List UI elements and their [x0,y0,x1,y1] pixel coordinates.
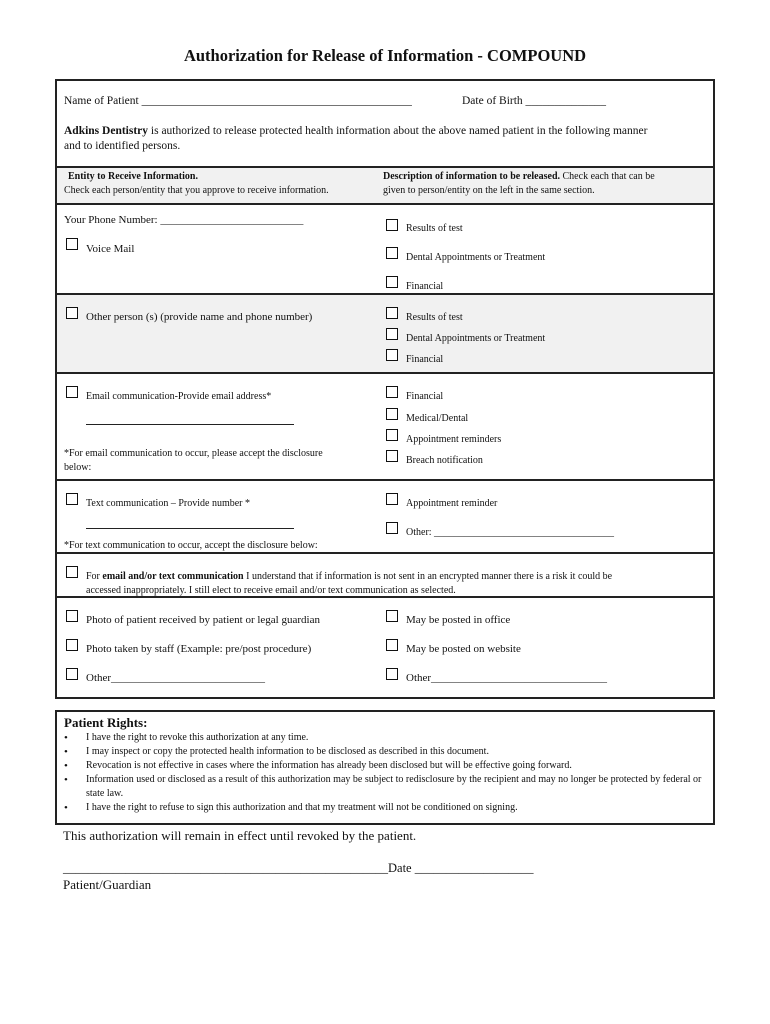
phone-number-field[interactable]: Your Phone Number: __________________________ [64,214,304,226]
email-medical-label: Medical/Dental [406,413,469,424]
email-reminders-label: Appointment reminders [406,434,502,445]
voice-mail-checkbox[interactable] [66,238,78,250]
photo-other-checkbox[interactable] [66,668,78,680]
posted-website-checkbox[interactable] [386,639,398,651]
rights-item: • I have the right to refuse to sign this authorization and that my treatment will not be conditioned on signing. [64,801,704,815]
signature-date-line[interactable]: ____________________________________________________Date ___________________ [63,861,534,875]
rights-item: • Revocation is not effective in cases where the information has already been disclosed but will be effective going forward. [64,759,704,773]
posted-other-checkbox[interactable] [386,668,398,680]
email-note-line1: *For email communication to occur, please accept the disclosure [64,448,323,459]
photo-staff-label: Photo taken by staff (Example: pre/post procedure) [86,643,312,655]
divider [55,166,715,168]
divider [55,203,715,205]
email-breach-checkbox[interactable] [386,450,398,462]
disclosure-line2: accessed inappropriately. I still elect to receive email and/or text communication as selected. [86,585,456,596]
entity-header-sub: Check each person/entity that you approve to receive information. [64,185,329,196]
photo-patient-label: Photo of patient received by patient or legal guardian [86,614,320,626]
text-note: *For text communication to occur, accept the disclosure below: [64,540,318,551]
other-results-checkbox[interactable] [386,307,398,319]
signer-label: Patient/Guardian [63,877,152,892]
phone-results-label: Results of test [406,223,463,234]
patient-name-field[interactable]: Name of Patient _______________________________________________ [64,95,412,107]
email-label: Email communication-Provide email address* [86,391,272,402]
description-header-line2: given to person/entity on the left in the same section. [383,185,595,196]
other-section-shade [57,295,713,372]
page-title: Authorization for Release of Information - COMPOUND [183,46,587,65]
posted-office-checkbox[interactable] [386,610,398,622]
email-note-line2: below: [64,462,92,473]
other-results-label: Results of test [406,312,463,323]
phone-financial-checkbox[interactable] [386,276,398,288]
disclosure-prefix: For [86,571,103,582]
divider [55,479,715,481]
other-person-label: Other person (s) (provide name and phone number) [86,311,313,323]
email-breach-label: Breach notification [406,455,483,466]
posted-office-label: May be posted in office [406,614,511,626]
disclosure-text [86,570,612,583]
divider [55,293,715,295]
voice-mail-label: Voice Mail [86,243,135,255]
other-financial-label: Financial [406,354,444,365]
divider [55,372,715,374]
text-other-checkbox[interactable] [386,522,398,534]
divider [55,552,715,554]
authorization-text: is authorized to release protected health information about the above named patient in the following manner [148,125,648,137]
posted-other-field[interactable]: Other________________________________ [406,672,608,684]
phone-results-checkbox[interactable] [386,219,398,231]
other-financial-checkbox[interactable] [386,349,398,361]
email-medical-checkbox[interactable] [386,408,398,420]
photo-staff-checkbox[interactable] [66,639,78,651]
rights-item: • Information used or disclosed as a result of this authorization may be subject to redisclosure by the recipient and may no longer be protected by federal or state law. [64,773,704,801]
text-label: Text communication – Provide number * [86,498,250,509]
posted-website-label: May be posted on website [406,643,521,655]
description-header-rest: Check each that can be [560,171,655,182]
date-of-birth-field[interactable]: Date of Birth ______________ [462,95,607,107]
phone-financial-label: Financial [406,281,444,292]
email-reminders-checkbox[interactable] [386,429,398,441]
email-checkbox[interactable] [66,386,78,398]
email-address-line[interactable] [86,424,294,425]
text-number-line[interactable] [86,528,294,529]
patient-rights-list [64,731,704,815]
email-financial-label: Financial [406,391,444,402]
disclosure-checkbox[interactable] [66,566,78,578]
photo-patient-checkbox[interactable] [66,610,78,622]
photo-other-field[interactable]: Other____________________________ [86,672,266,684]
disclosure-rest: I understand that if information is not sent in an encrypted manner there is a risk it could be [243,571,613,582]
text-reminder-checkbox[interactable] [386,493,398,505]
rights-item: • I have the right to revoke this authorization at any time. [64,731,704,745]
authorization-statement [64,125,647,138]
text-reminder-label: Appointment reminder [406,498,498,509]
description-header-title: Description of information to be released. [383,171,561,182]
entity-header-title: Entity to Receive Information. [68,171,198,182]
other-dental-checkbox[interactable] [386,328,398,340]
disclosure-bold: email and/or text communication [102,571,244,582]
effect-statement: This authorization will remain in effect until revoked by the patient. [63,828,417,843]
authorization-text-line2: and to identified persons. [64,140,181,152]
phone-dental-label: Dental Appointments or Treatment [406,252,546,263]
patient-rights-heading: Patient Rights: [64,715,148,730]
rights-item: • I may inspect or copy the protected health information to be disclosed as described in this document. [64,745,704,759]
practice-name: Adkins Dentistry [64,125,149,137]
other-dental-label: Dental Appointments or Treatment [406,333,546,344]
text-other-field[interactable]: Other: ____________________________________ [406,527,615,538]
text-checkbox[interactable] [66,493,78,505]
phone-dental-checkbox[interactable] [386,247,398,259]
email-financial-checkbox[interactable] [386,386,398,398]
description-header [383,170,655,183]
other-person-checkbox[interactable] [66,307,78,319]
